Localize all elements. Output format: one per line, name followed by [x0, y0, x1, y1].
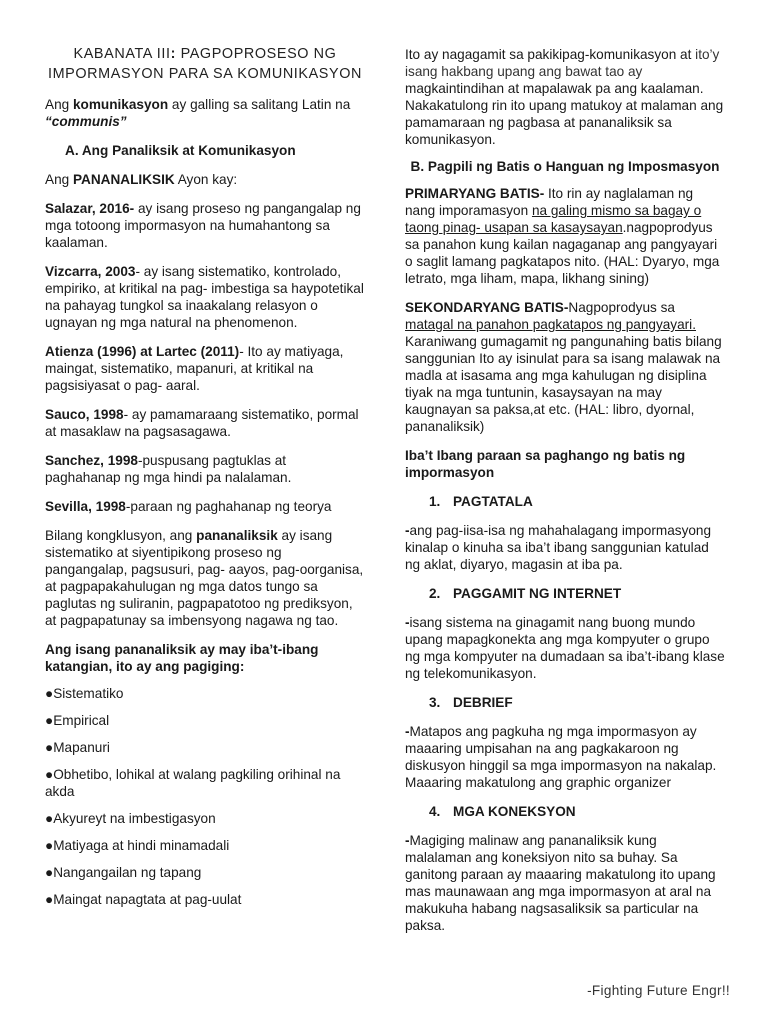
dash: -	[405, 724, 410, 739]
katangian-bullet: ●Akyureyt na imbestigasyon	[45, 811, 216, 826]
underlined-text: na galing mismo sa bagay o taong pinag- usapan sa kasaysayan	[405, 203, 702, 235]
katangian-heading: Ang isang pananaliksik ay may iba’t-ibang katangian, ito ay ang pagiging:	[45, 642, 319, 674]
bold-term: pananaliksik	[196, 528, 278, 543]
item-number: 4.	[429, 804, 441, 819]
section-a-heading: A. Ang Panaliksik at Komunikasyon	[65, 143, 296, 158]
text: Karaniwang gumagamit ng pangunahing batis bilang sanggunian Ito ay isinulat para sa isang malawak na madla at isasama ang mga kahulugan ng disiplina tiyak na mga tuntunin, kasaysayan na may kaugnayan sa paksa,at etc. (HAL: libro, dyornal, pananaliksik)	[405, 334, 722, 434]
chapter-title	[45, 44, 365, 84]
text: Ang	[45, 97, 73, 112]
text: ay isang sistematiko at siyentipikong proseso ng pangangalap, pagsusuri, pag- aayos, pag-oorganisa, at pagpapakahulugan ng mga datos tungo sa paglutas ng suliranin, pagpapatotoo ng prediksyon, at pagpapatunay sa imbensyong nagawa ng tao.	[45, 528, 364, 628]
author-name: Atienza (1996) at Lartec (2011)	[45, 344, 240, 359]
katangian-bullet: ●Nangangailan ng tapang	[45, 865, 202, 880]
intro-paragraph	[45, 96, 365, 130]
title-part: IMPORMASYON PARA SA KOMUNIKASYON	[47, 66, 362, 82]
description-text: isang sistema na ginagamit nang buong mundo upang mapagkonekta ang mga kompyuter o grupo ng mga kompyuter na dumadaan sa iba’t-ibang klase ng telekomunikasyon.	[405, 615, 725, 681]
item-title: PAGTATALA	[453, 494, 533, 509]
definition-item	[45, 200, 365, 251]
author-name: Sauco, 1998	[45, 407, 124, 422]
paraan-heading	[429, 803, 725, 820]
katangian-bullet: ●Empirical	[45, 713, 110, 728]
left-column	[45, 0, 365, 908]
paraan-description	[405, 723, 725, 791]
paraan-list	[405, 493, 725, 934]
title-part: KABANATA III	[73, 46, 171, 62]
definition-item	[45, 343, 365, 394]
paraan-description	[405, 522, 725, 573]
definition-text: -puspusang pagtuklas at paghahanap ng mga hindi pa nalalaman.	[45, 453, 292, 485]
item-number: 1.	[429, 494, 441, 509]
author-name: Vizcarra, 2003	[45, 264, 136, 279]
section-b-heading: B. Pagpili ng Batis o Hanguan ng Imposmasyon	[410, 159, 720, 174]
definition-item	[45, 263, 365, 331]
bold-term: PRIMARYANG BATIS-	[405, 186, 545, 201]
sekondaryang-batis	[405, 299, 725, 435]
author-name: Sanchez, 1998	[45, 453, 138, 468]
definition-text: -paraan ng paghahanap ng teorya	[125, 499, 332, 514]
katangian-list	[45, 685, 365, 908]
text: magkaintindihan at mapalawak pa ang kaalaman. Nakakatulong rin ito upang matukoy at malaman ang pamamaraan ng pagbasa at pananaliksik sa komunikasyon.	[405, 81, 724, 147]
paraan-description	[405, 614, 725, 682]
definition-text: - ay isang sistematiko, kontrolado, empiriko, at kritikal na pag- imbestiga sa haypotetikal na pahayag tungkol sa inaakalang relasyon o ugnayan ng mga natural na phenomenon.	[45, 264, 364, 330]
katangian-bullet: ●Maingat napagtata at pag-uulat	[45, 892, 242, 907]
title-part: PAGPOPROSESO NG	[175, 46, 337, 62]
underlined-text: matagal na panahon pagkatapos ng pangyayari.	[405, 317, 696, 332]
text: Ayon kay:	[174, 172, 238, 187]
definition-item	[45, 406, 365, 440]
definition-item	[45, 498, 365, 515]
katangian-bullet: ●Mapanuri	[45, 740, 110, 755]
text: Bilang kongklusyon, ang	[45, 528, 197, 543]
bold-term: komunikasyon	[72, 97, 169, 112]
author-name: Salazar, 2016-	[45, 201, 135, 216]
title-colon: :	[170, 46, 176, 62]
item-number: 2.	[429, 586, 441, 601]
katangian-bullet: ●Obhetibo, lohikal at walang pagkiling orihinal na akda	[45, 767, 341, 799]
bold-term: PANANALIKSIK	[72, 172, 175, 187]
author-name: Sevilla, 1998	[45, 499, 126, 514]
paraan-heading	[429, 585, 725, 602]
definition-text: - ay pamamaraang sistematiko, pormal at masaklaw na pagsasagawa.	[45, 407, 359, 439]
definitions-list	[45, 200, 365, 515]
text: ito’y isang hakbang upang ang bawat tao ay	[405, 47, 720, 79]
text: Ito ay nagagamit sa pakikipag-komunikasyon at	[405, 47, 696, 62]
primaryang-batis	[405, 185, 725, 287]
text: Ang	[45, 172, 73, 187]
bold-term: SEKONDARYANG BATIS-	[405, 300, 569, 315]
text: .nagpoprodyus sa panahon kung kailan nagaganap ang pangyayari o saglit lamang pagkatapos nito. (HAL: Dyaryo, mga letrato, mga liham, mapa, likhang sining)	[405, 220, 720, 286]
item-title: PAGGAMIT NG INTERNET	[453, 586, 622, 601]
text: Ito rin ay naglalaman ng nang imporamasyon	[405, 186, 694, 218]
text: ay galling sa salitang Latin na	[168, 97, 351, 112]
dash: -	[405, 833, 410, 848]
item-title: MGA KONEKSYON	[453, 804, 576, 819]
definition-text: - Ito ay matiyaga, maingat, sistematiko, mapanuri, at kritikal na pagsisiyasat o pag- aaral.	[45, 344, 344, 393]
continuation-paragraph	[405, 46, 725, 148]
ayon-kay-line	[45, 171, 365, 188]
description-text: Matapos ang pagkuha ng mga impormasyon ay maaaring umpisahan na ang pagkakaroon ng diskusyon hinggil sa mga impormasyon na nakalap. Maaaring makatulong ang graphic organizer	[405, 724, 717, 790]
paraan-heading	[429, 493, 725, 510]
paraan-description	[405, 832, 725, 934]
dash: -	[405, 615, 410, 630]
iba-ibang-paraan-heading: Iba’t Ibang paraan sa paghango ng batis ng impormasyon	[405, 448, 686, 480]
latin-term: “communis”	[45, 114, 127, 129]
definition-item	[45, 452, 365, 486]
katangian-bullet: ●Matiyaga at hindi minamadali	[45, 838, 230, 853]
conclusion-paragraph	[45, 527, 365, 629]
footer-signature: -Fighting Future Engr!!	[587, 983, 730, 998]
definition-text: ay isang proseso ng pangangalap ng mga totoong impormasyon na humahantong sa kaalaman.	[45, 201, 361, 250]
paraan-heading	[429, 694, 725, 711]
text: Nagpoprodyus sa	[568, 300, 675, 315]
dash: -	[405, 523, 410, 538]
item-title: DEBRIEF	[453, 695, 513, 710]
description-text: ang pag-iisa-isa ng mahahalagang impormasyong kinalap o kinuha sa iba’t ibang sanggunian katulad ng aklat, diyaryo, magasin at iba pa.	[405, 523, 712, 572]
katangian-bullet: ●Sistematiko	[45, 686, 124, 701]
description-text: Magiging malinaw ang pananaliksik kung malalaman ang koneksiyon nito sa buhay. Sa ganitong paraan ay maaaring makatulong ito upang mas maunawaan ang mga impormasyon at aral na makukuha habang nagsasaliksik sa particular na paksa.	[405, 833, 716, 933]
item-number: 3.	[429, 695, 441, 710]
right-column	[405, 0, 725, 934]
